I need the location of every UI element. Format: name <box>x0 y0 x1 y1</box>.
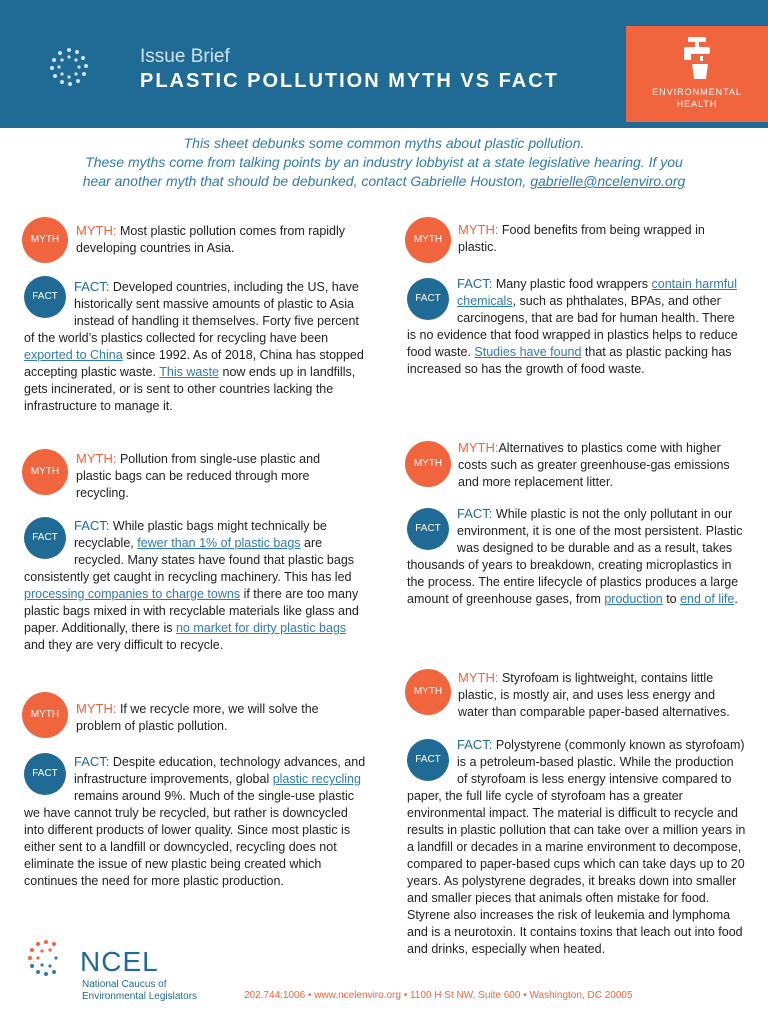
myth-item-3: MYTH: If we recycle more, we will solve the problem of plastic pollution. <box>76 701 319 733</box>
fact-item-6: FACT: Polystyrene (commonly known as styrofoam) is a petroleum-based plastic. While the production of styrofoam is less energy intensive compared to paper, the full life cycle of styrofoam has a greater environmental impact. The material is difficult to recycle and results in plastic pollution that can take over a million years in a landfill or decades in a marine environment to decompose, compared to paper-based cups which can take days up to 20 years. As polystyrene degrades, it breaks down into smaller and smaller pieces that animals often mistake for food. Styrene also increases the risk of leukemia and lymphoma and is a neurotoxin. It contains toxins that leach out into food and drinks, especially when heated. <box>407 737 746 956</box>
header-banner <box>0 0 768 128</box>
myth-badge: MYTH <box>22 449 68 495</box>
fact-item-3: FACT: Despite education, technology advances, and infrastructure improvements, global plastic recycling remains around 9%. Much of the single-use plastic we have cannot truly be recycled, but rather is downcycled into different products of lower quality. Since most plastic is either sent to a landfill or downcycled, recycling does not eliminate the issue of new plastic being created which continues the need for more plastic production. <box>24 754 366 888</box>
ncel-full-name: National Caucus of Environmental Legislators <box>82 979 198 1002</box>
fact-item-5: FACT: While plastic is not the only pollutant in our environment, it is one of the most persistent. Plastic was designed to be durable and as a result, takes thousands of years to breakdown, creating microplastics in the process. The entire lifecycle of plastics produces a large amount of greenhouse gases, from production to end of life. <box>407 506 743 606</box>
environmental-health-badge <box>626 26 768 122</box>
fact-badge: FACT <box>407 739 449 781</box>
ncel-dots-logo-icon <box>48 46 90 88</box>
myth-badge: MYTH <box>22 692 68 738</box>
end-of-life-link[interactable]: end of life <box>680 592 735 606</box>
contact-email-link[interactable]: gabrielle@ncelenviro.org <box>530 173 686 189</box>
fact-item-2: FACT: While plastic bags might technically be recyclable, fewer than 1% of plastic bags are recycled. Many states have found that plastic bags consistently get caught in recycling machinery. This has led processing companies to charge towns if there are too many plastic bags mixed in with recyclable materials like glass and paper. Additionally, there is no market for dirty plastic bags and they are very difficult to recycle. <box>24 518 359 652</box>
fact-badge: FACT <box>24 753 66 795</box>
issue-brief-kicker: Issue Brief <box>140 46 230 67</box>
fact-item-1: FACT: Developed countries, including the US, have historically sent massive amounts of plastic to Asia instead of handling it themselves. Forty five percent of the world’s plastics collected for recycling have been exported to China since 1992. As of 2018, China has stopped accepting plastic waste. This waste now ends up in landfills, gets incinerated, or is sent to other countries lacking the infrastructure to manage it. <box>24 279 364 413</box>
fact-badge: FACT <box>407 508 449 550</box>
this-waste-link[interactable]: This waste <box>159 365 220 379</box>
harmful-chemicals-link[interactable]: contain harmful chemicals <box>457 277 737 308</box>
production-link[interactable]: production <box>604 592 663 606</box>
myth-item-6: MYTH: Styrofoam is lightweight, contains little plastic, is mostly air, and uses less energy and water than comparable paper-based alternatives. <box>458 670 730 719</box>
footer-contact-info: 202.744.1006 • www.ncelenviro.org • 1100 H St NW, Suite 600 • Washington, DC 20005 <box>244 990 633 1001</box>
no-market-link[interactable]: no market for dirty plastic bags <box>175 621 347 635</box>
studies-have-found-link[interactable]: Studies have found <box>474 345 582 359</box>
myth-badge: MYTH <box>405 441 451 487</box>
processing-companies-link[interactable]: processing companies to charge towns <box>24 587 241 601</box>
fact-badge: FACT <box>407 278 449 320</box>
myth-item-4: MYTH: Food benefits from being wrapped in plastic. <box>458 222 705 254</box>
myth-badge: MYTH <box>22 217 68 263</box>
myth-item-5: MYTH:Alternatives to plastics come with higher costs such as greater greenhouse-gas emissions and more replacement litter. <box>458 440 730 489</box>
ncel-dots-footer-logo-icon <box>24 940 72 976</box>
faucet-cup-icon <box>678 34 716 80</box>
fewer-than-1-percent-link[interactable]: fewer than 1% of plastic bags <box>137 536 301 550</box>
myth-badge: MYTH <box>405 669 451 715</box>
ncel-wordmark: NCEL <box>80 946 159 977</box>
page-title: PLASTIC POLLUTION MYTH VS FACT <box>140 70 559 92</box>
badge-label: ENVIRONMENTAL HEALTH <box>652 87 742 109</box>
myth-item-1: MYTH: Most plastic pollution comes from rapidly developing countries in Asia. <box>76 223 346 255</box>
fact-badge: FACT <box>24 276 66 318</box>
plastic-recycling-link[interactable]: plastic recycling <box>272 772 361 786</box>
myth-badge: MYTH <box>405 217 451 263</box>
intro-text: This sheet debunks some common myths about plastic pollution. These myths come from talking points by an industry lobbyist at a state legislative hearing. If you hear another myth that should be debunked, contact Gabrielle Houston, gabrielle@ncelenviro.org <box>82 135 686 189</box>
fact-item-4: FACT: Many plastic food wrappers contain harmful chemicals, such as phthalates, BPAs, and other carcinogens, that are bad for human health. There is no evidence that food wrapped in plastics helps to reduce food waste. Studies have found that as plastic packing has increased so has the growth of food waste. <box>407 276 738 376</box>
exported-to-china-link[interactable]: exported to China <box>24 348 123 362</box>
fact-badge: FACT <box>24 517 66 559</box>
myth-item-2: MYTH: Pollution from single-use plastic and plastic bags can be reduced through more recycling. <box>76 451 321 500</box>
